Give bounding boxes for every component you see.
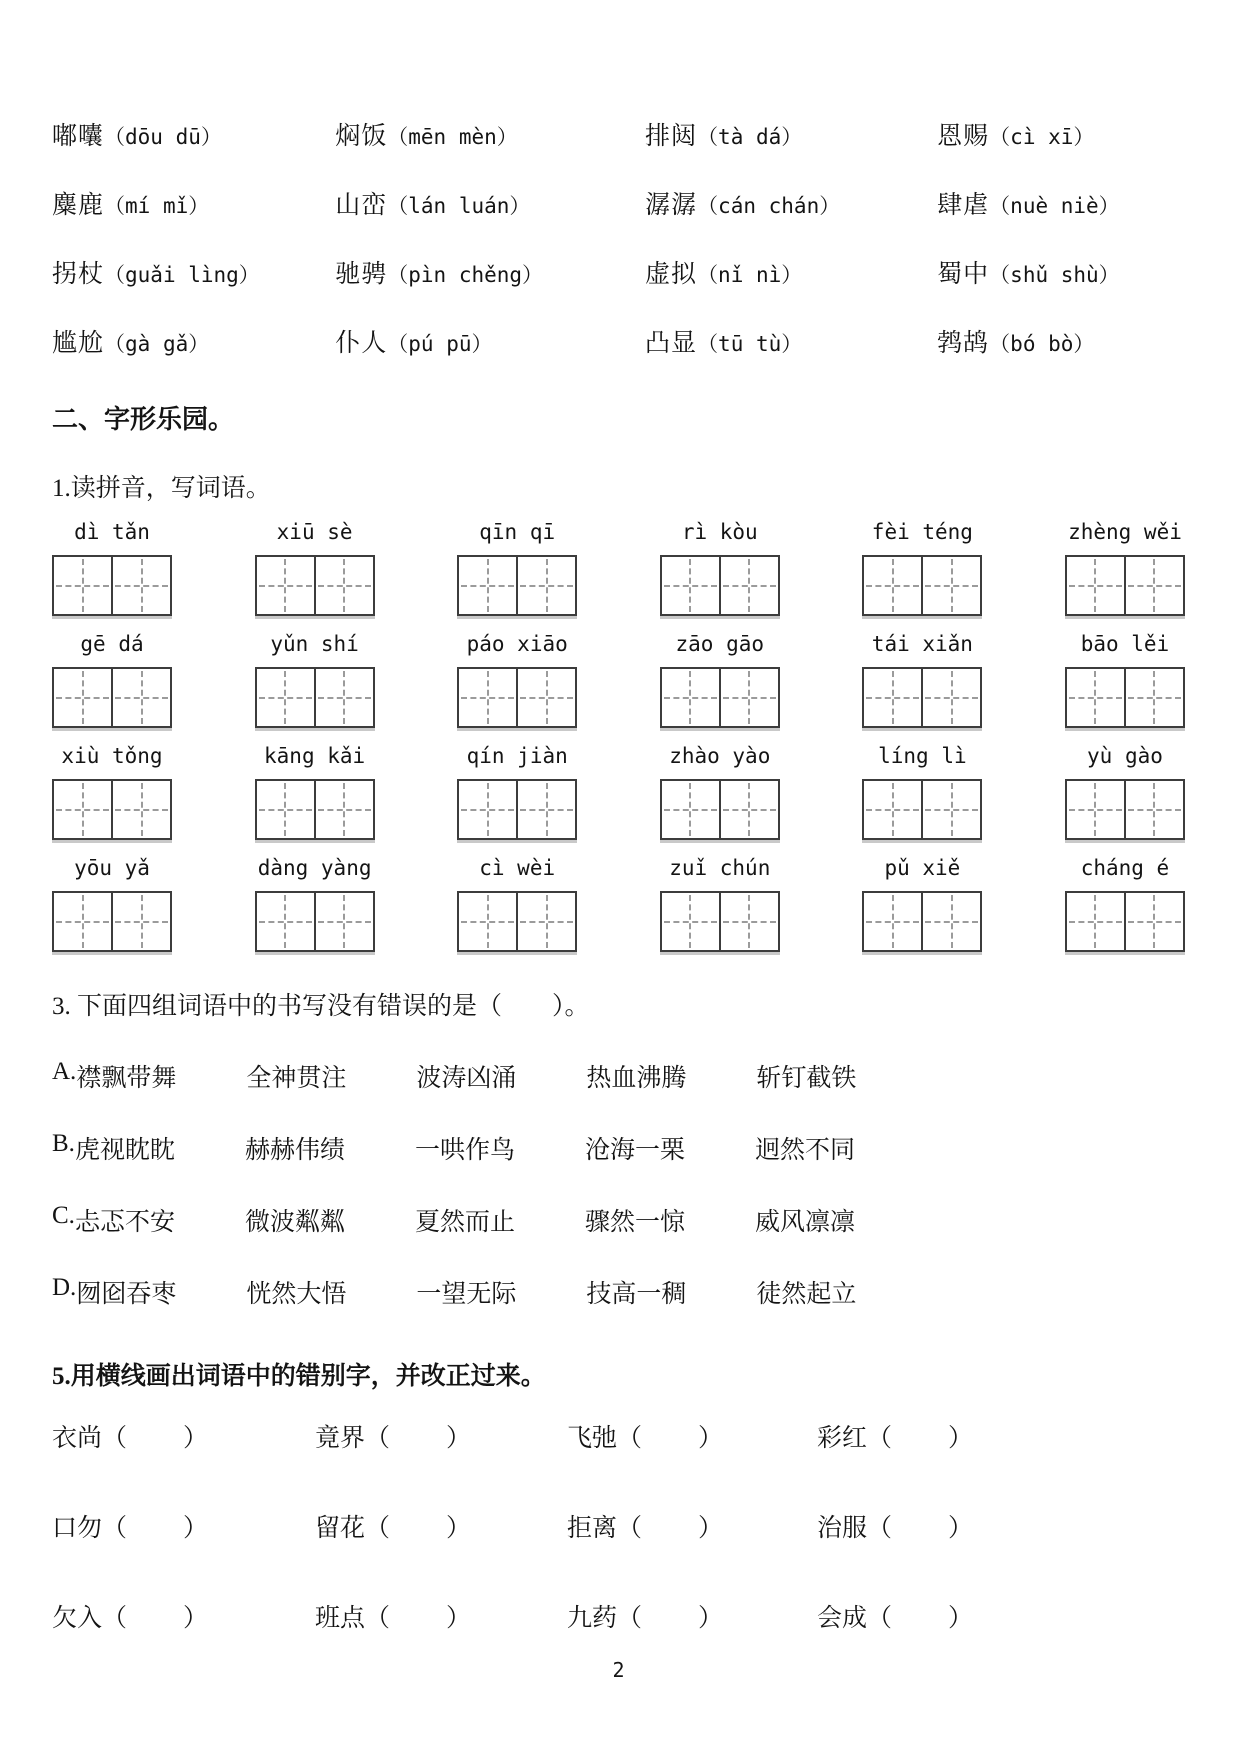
writing-box[interactable]: [52, 891, 172, 952]
vocab-item: [937, 254, 1185, 290]
answer-blank[interactable]: [617, 1425, 723, 1452]
correction-item: [315, 1418, 567, 1454]
paren-close-mark: ）: [948, 1425, 974, 1452]
option-phrase: 骤然一惊: [584, 1209, 685, 1236]
option-phrase: 斩钉截铁: [756, 1065, 857, 1092]
grid-cell[interactable]: [314, 669, 373, 726]
option-label: B.: [52, 1130, 75, 1157]
writing-column: [862, 856, 982, 952]
misspelled-word: 衣尚: [52, 1425, 103, 1452]
pinyin-label: páo xiāo: [466, 632, 568, 656]
grid-cell[interactable]: [257, 669, 314, 726]
grid-cell[interactable]: [54, 781, 111, 838]
pinyin-label: rì kòu: [681, 520, 758, 544]
pinyin-label: tái xiǎn: [871, 632, 973, 656]
writing-column: [1065, 856, 1185, 952]
pinyin-label: dì tǎn: [74, 520, 150, 544]
writing-column: [862, 744, 982, 840]
option-phrase: 热血沸腾: [586, 1065, 687, 1092]
pinyin-label: bāo lěi: [1080, 632, 1170, 656]
correction-item: [52, 1418, 315, 1454]
grid-cell[interactable]: [1124, 893, 1183, 950]
q3-title: 3. 下面四组词语中的书写没有错误的是（ ）。: [52, 993, 590, 1020]
paren-close-mark: ）: [948, 1515, 974, 1542]
writing-column: [52, 520, 172, 616]
vocab-row: [52, 254, 1185, 290]
writing-box[interactable]: [457, 555, 577, 616]
vocab-word: 拐杖: [52, 261, 105, 288]
pinyin-label: kāng kǎi: [264, 744, 366, 768]
vocab-item: [52, 254, 335, 290]
writing-box[interactable]: [457, 779, 577, 840]
pinyin-label: cì wèi: [479, 856, 556, 880]
misspelled-word: 拒离: [567, 1515, 618, 1542]
writing-column: [1065, 744, 1185, 840]
writing-box[interactable]: [52, 667, 172, 728]
paren-open-mark: （: [617, 1515, 643, 1542]
grid-cell[interactable]: [516, 669, 575, 726]
option-phrase: 囫囵吞枣: [76, 1281, 177, 1308]
grid-cell[interactable]: [257, 893, 314, 950]
vocab-pinyin: （tà dá）: [697, 125, 803, 149]
option-phrase: 恍然大悟: [246, 1281, 347, 1308]
writing-column: [862, 520, 982, 616]
option-label: A.: [52, 1058, 77, 1085]
answer-blank[interactable]: [867, 1425, 973, 1452]
grid-cell[interactable]: [921, 669, 980, 726]
pinyin-label: zāo gāo: [675, 632, 765, 656]
correction-row: [52, 1508, 1185, 1544]
vocab-word: 潺潺: [645, 192, 698, 219]
paren-open-mark: （: [867, 1425, 893, 1452]
writing-box[interactable]: [660, 779, 780, 840]
writing-box[interactable]: [52, 779, 172, 840]
grid-cell[interactable]: [1067, 557, 1124, 614]
vocab-pinyin: （guǎi lìng）: [104, 263, 260, 287]
pinyin-label: zhèng wěi: [1068, 520, 1182, 544]
q5-title: 5.用横线画出词语中的错别字，并改正过来。: [52, 1363, 546, 1390]
grid-cell[interactable]: [719, 893, 778, 950]
writing-column: [862, 632, 982, 728]
paren-open-mark: （: [617, 1425, 643, 1452]
option-phrase: 微波粼粼: [244, 1209, 345, 1236]
writing-column: [1065, 632, 1185, 728]
vocab-pinyin: （bó bò）: [989, 332, 1095, 356]
paren-close-mark: ）: [698, 1515, 724, 1542]
writing-column: [457, 520, 577, 616]
grid-cell[interactable]: [864, 557, 921, 614]
q5-rows: [52, 1418, 1185, 1634]
vocab-pinyin: （cán chán）: [697, 194, 841, 218]
correction-item: [567, 1418, 817, 1454]
correction-row: [52, 1418, 1185, 1454]
writing-box[interactable]: [457, 891, 577, 952]
answer-blank[interactable]: [867, 1515, 973, 1542]
grid-cell[interactable]: [1124, 669, 1183, 726]
grid-cell[interactable]: [459, 557, 516, 614]
q1-title: 1.读拼音，写词语。: [52, 475, 271, 502]
pinyin-label: yù gào: [1087, 744, 1163, 768]
writing-column: [660, 856, 780, 952]
vocab-pinyin: （nǐ nì）: [697, 263, 803, 287]
grid-cell[interactable]: [1124, 557, 1183, 614]
paren-close-mark: ）: [183, 1605, 209, 1632]
option-phrase: 赫赫伟绩: [244, 1137, 345, 1164]
paren-open-mark: （: [102, 1425, 128, 1452]
correction-item: [817, 1508, 1185, 1544]
option-phrase: 波涛凶涌: [416, 1065, 517, 1092]
vocab-list: [52, 116, 1185, 359]
grid-cell[interactable]: [1124, 781, 1183, 838]
option-label: D.: [52, 1274, 77, 1301]
writing-box[interactable]: [255, 667, 375, 728]
vocab-word: 嘟囔: [52, 123, 105, 150]
grid-cell[interactable]: [1067, 669, 1124, 726]
writing-box[interactable]: [660, 667, 780, 728]
correction-item: [315, 1598, 567, 1634]
vocab-word: 仆人: [335, 330, 388, 357]
grid-cell[interactable]: [459, 893, 516, 950]
pinyin-writing-row: [52, 520, 1185, 616]
vocab-word: 尴尬: [52, 330, 105, 357]
vocab-item: [937, 323, 1185, 359]
pinyin-label: dàng yàng: [257, 856, 372, 880]
paren-close-mark: ）: [446, 1425, 472, 1452]
vocab-word: 山峦: [335, 192, 388, 219]
vocab-word: 排闼: [645, 123, 698, 150]
answer-blank[interactable]: [102, 1425, 208, 1452]
vocab-pinyin: （nuè niè）: [989, 194, 1120, 218]
misspelled-word: 留花: [315, 1515, 366, 1542]
writing-column: [1065, 520, 1185, 616]
pinyin-label: yǔn shí: [270, 632, 359, 656]
grid-cell[interactable]: [314, 781, 373, 838]
grid-cell[interactable]: [662, 557, 719, 614]
writing-box[interactable]: [862, 779, 982, 840]
writing-column: [52, 632, 172, 728]
grid-cell[interactable]: [54, 893, 111, 950]
pinyin-label: xiū sè: [276, 520, 353, 544]
grid-cell[interactable]: [314, 557, 373, 614]
vocab-pinyin: （mí mǐ）: [104, 194, 210, 218]
correction-item: [52, 1598, 315, 1634]
grid-cell[interactable]: [921, 781, 980, 838]
grid-cell[interactable]: [516, 557, 575, 614]
pinyin-label: cháng é: [1080, 856, 1170, 880]
misspelled-word: 九药: [567, 1605, 618, 1632]
pinyin-writing-row: [52, 856, 1185, 952]
vocab-word: 驰骋: [335, 261, 388, 288]
writing-column: [255, 632, 375, 728]
vocab-word: 凸显: [645, 330, 698, 357]
answer-blank[interactable]: [365, 1605, 471, 1632]
misspelled-word: 班点: [315, 1605, 366, 1632]
writing-column: [255, 856, 375, 952]
vocab-item: [335, 323, 645, 359]
vocab-pinyin: （gà gǎ）: [104, 332, 210, 356]
correction-row: [52, 1598, 1185, 1634]
q3-options: [52, 1058, 1185, 1310]
grid-cell[interactable]: [54, 557, 111, 614]
writing-box[interactable]: [52, 555, 172, 616]
page-number: 2: [612, 1658, 625, 1682]
paren-open-mark: （: [365, 1425, 391, 1452]
paren-close-mark: ）: [183, 1515, 209, 1542]
pinyin-label: gē dá: [80, 632, 144, 656]
misspelled-word: 口勿: [52, 1515, 103, 1542]
grid-cell[interactable]: [921, 557, 980, 614]
grid-cell[interactable]: [257, 781, 314, 838]
answer-blank[interactable]: [365, 1515, 471, 1542]
vocab-word: 虚拟: [645, 261, 698, 288]
vocab-item: [335, 116, 645, 152]
grid-cell[interactable]: [111, 669, 170, 726]
option-phrase: 威风凛凛: [755, 1209, 856, 1236]
vocab-word: 鹁鸪: [937, 330, 990, 357]
vocab-word: 焖饭: [335, 123, 388, 150]
grid-cell[interactable]: [54, 669, 111, 726]
vocab-row: [52, 323, 1185, 359]
pinyin-writing-row: [52, 744, 1185, 840]
paren-open-mark: （: [867, 1605, 893, 1632]
writing-box[interactable]: [255, 779, 375, 840]
writing-column: [457, 744, 577, 840]
grid-cell[interactable]: [719, 557, 778, 614]
vocab-item: [52, 185, 335, 221]
pinyin-label: qīn qī: [479, 520, 556, 544]
vocab-item: [645, 323, 937, 359]
vocab-pinyin: （shǔ shù）: [989, 263, 1120, 287]
vocab-word: 麋鹿: [52, 192, 105, 219]
vocab-pinyin: （pìn chěng）: [387, 263, 544, 287]
paren-open-mark: （: [867, 1515, 893, 1542]
writing-column: [255, 744, 375, 840]
writing-box[interactable]: [660, 891, 780, 952]
option-phrase: 技高一稠: [586, 1281, 687, 1308]
writing-column: [660, 632, 780, 728]
pinyin-label: qín jiàn: [466, 744, 568, 768]
paren-open-mark: （: [102, 1515, 128, 1542]
paren-close-mark: ）: [698, 1605, 724, 1632]
misspelled-word: 竟界: [315, 1425, 366, 1452]
correction-item: [817, 1418, 1185, 1454]
answer-blank[interactable]: [102, 1515, 208, 1542]
paren-close-mark: ）: [446, 1515, 472, 1542]
grid-cell[interactable]: [662, 781, 719, 838]
writing-box[interactable]: [1065, 555, 1185, 616]
paren-close-mark: ）: [698, 1425, 724, 1452]
correction-item: [567, 1598, 817, 1634]
vocab-item: [645, 254, 937, 290]
correction-item: [52, 1508, 315, 1544]
vocab-pinyin: （cì xī）: [989, 125, 1095, 149]
pinyin-writing-row: [52, 632, 1185, 728]
option-phrase: 襟飘带舞: [76, 1065, 177, 1092]
correction-item: [817, 1598, 1185, 1634]
grid-cell[interactable]: [459, 781, 516, 838]
option-phrase: 夏然而止: [414, 1209, 515, 1236]
grid-cell[interactable]: [257, 557, 314, 614]
option-phrase: 一望无际: [416, 1281, 517, 1308]
grid-cell[interactable]: [662, 893, 719, 950]
misspelled-word: 欠入: [52, 1605, 103, 1632]
writing-column: [52, 856, 172, 952]
option-phrase: 忐忑不安: [74, 1209, 175, 1236]
vocab-pinyin: （lán luán）: [387, 194, 531, 218]
section-heading: 二、字形乐园。: [52, 405, 235, 434]
vocab-pinyin: （tū tù）: [697, 332, 803, 356]
option-phrase: 全神贯注: [246, 1065, 347, 1092]
pinyin-label: zhào yào: [669, 744, 771, 768]
vocab-row: [52, 185, 1185, 221]
pinyin-label: zuǐ chún: [669, 856, 771, 880]
option-phrase: 虎视眈眈: [74, 1137, 175, 1164]
grid-cell[interactable]: [111, 557, 170, 614]
option-phrase: 徒然起立: [756, 1281, 857, 1308]
answer-blank[interactable]: [617, 1515, 723, 1542]
pinyin-label: fèi téng: [871, 520, 973, 544]
writing-box[interactable]: [1065, 779, 1185, 840]
answer-blank[interactable]: [617, 1605, 723, 1632]
grid-cell[interactable]: [516, 781, 575, 838]
grid-cell[interactable]: [459, 669, 516, 726]
writing-column: [52, 744, 172, 840]
vocab-item: [52, 116, 335, 152]
grid-cell[interactable]: [864, 893, 921, 950]
misspelled-word: 飞弛: [567, 1425, 618, 1452]
correction-item: [567, 1508, 817, 1544]
vocab-pinyin: （mēn mèn）: [387, 125, 518, 149]
vocab-row: [52, 116, 1185, 152]
choice-option[interactable]: [52, 1202, 1185, 1238]
grid-cell[interactable]: [1067, 781, 1124, 838]
writing-column: [255, 520, 375, 616]
misspelled-word: 彩红: [817, 1425, 868, 1452]
writing-box[interactable]: [255, 891, 375, 952]
paren-open-mark: （: [102, 1605, 128, 1632]
option-phrase: 迥然不同: [755, 1137, 856, 1164]
choice-option[interactable]: [52, 1058, 1185, 1094]
paren-open-mark: （: [365, 1605, 391, 1632]
choice-option[interactable]: [52, 1274, 1185, 1310]
pinyin-label: líng lì: [878, 744, 967, 768]
pinyin-label: xiù tǒng: [61, 744, 163, 768]
writing-box[interactable]: [660, 555, 780, 616]
misspelled-word: 治服: [817, 1515, 868, 1542]
answer-blank[interactable]: [365, 1425, 471, 1452]
writing-box[interactable]: [1065, 667, 1185, 728]
writing-column: [660, 744, 780, 840]
grid-cell[interactable]: [864, 669, 921, 726]
writing-box[interactable]: [862, 667, 982, 728]
vocab-pinyin: （dōu dū）: [104, 125, 222, 149]
writing-column: [457, 856, 577, 952]
paren-close-mark: ）: [948, 1605, 974, 1632]
vocab-item: [52, 323, 335, 359]
grid-cell[interactable]: [864, 781, 921, 838]
pinyin-label: pǔ xiě: [884, 856, 961, 880]
pinyin-label: yōu yǎ: [74, 856, 150, 880]
grid-cell[interactable]: [516, 893, 575, 950]
grid-cell[interactable]: [111, 781, 170, 838]
paren-open-mark: （: [617, 1605, 643, 1632]
writing-box[interactable]: [255, 555, 375, 616]
vocab-word: 恩赐: [937, 123, 990, 150]
vocab-word: 蜀中: [937, 261, 990, 288]
vocab-word: 肆虐: [937, 192, 990, 219]
writing-box[interactable]: [457, 667, 577, 728]
grid-cell[interactable]: [1067, 893, 1124, 950]
writing-grid: [52, 520, 1185, 952]
writing-box[interactable]: [862, 891, 982, 952]
paren-close-mark: ）: [183, 1425, 209, 1452]
vocab-item: [937, 185, 1185, 221]
grid-cell[interactable]: [719, 669, 778, 726]
misspelled-word: 会成: [817, 1605, 868, 1632]
paren-open-mark: （: [365, 1515, 391, 1542]
correction-item: [315, 1508, 567, 1544]
paren-close-mark: ）: [446, 1605, 472, 1632]
vocab-item: [645, 185, 937, 221]
option-label: C.: [52, 1202, 75, 1229]
option-phrase: 沧海一栗: [584, 1137, 685, 1164]
grid-cell[interactable]: [314, 893, 373, 950]
answer-blank[interactable]: [867, 1605, 973, 1632]
vocab-item: [645, 116, 937, 152]
writing-column: [457, 632, 577, 728]
writing-box[interactable]: [1065, 891, 1185, 952]
writing-column: [660, 520, 780, 616]
grid-cell[interactable]: [921, 893, 980, 950]
option-phrase: 一哄作鸟: [414, 1137, 515, 1164]
writing-box[interactable]: [862, 555, 982, 616]
vocab-pinyin: （pú pū）: [387, 332, 493, 356]
grid-cell[interactable]: [111, 893, 170, 950]
vocab-item: [335, 254, 645, 290]
grid-cell[interactable]: [662, 669, 719, 726]
vocab-item: [335, 185, 645, 221]
choice-option[interactable]: [52, 1130, 1185, 1166]
vocab-item: [937, 116, 1185, 152]
grid-cell[interactable]: [719, 781, 778, 838]
answer-blank[interactable]: [102, 1605, 208, 1632]
